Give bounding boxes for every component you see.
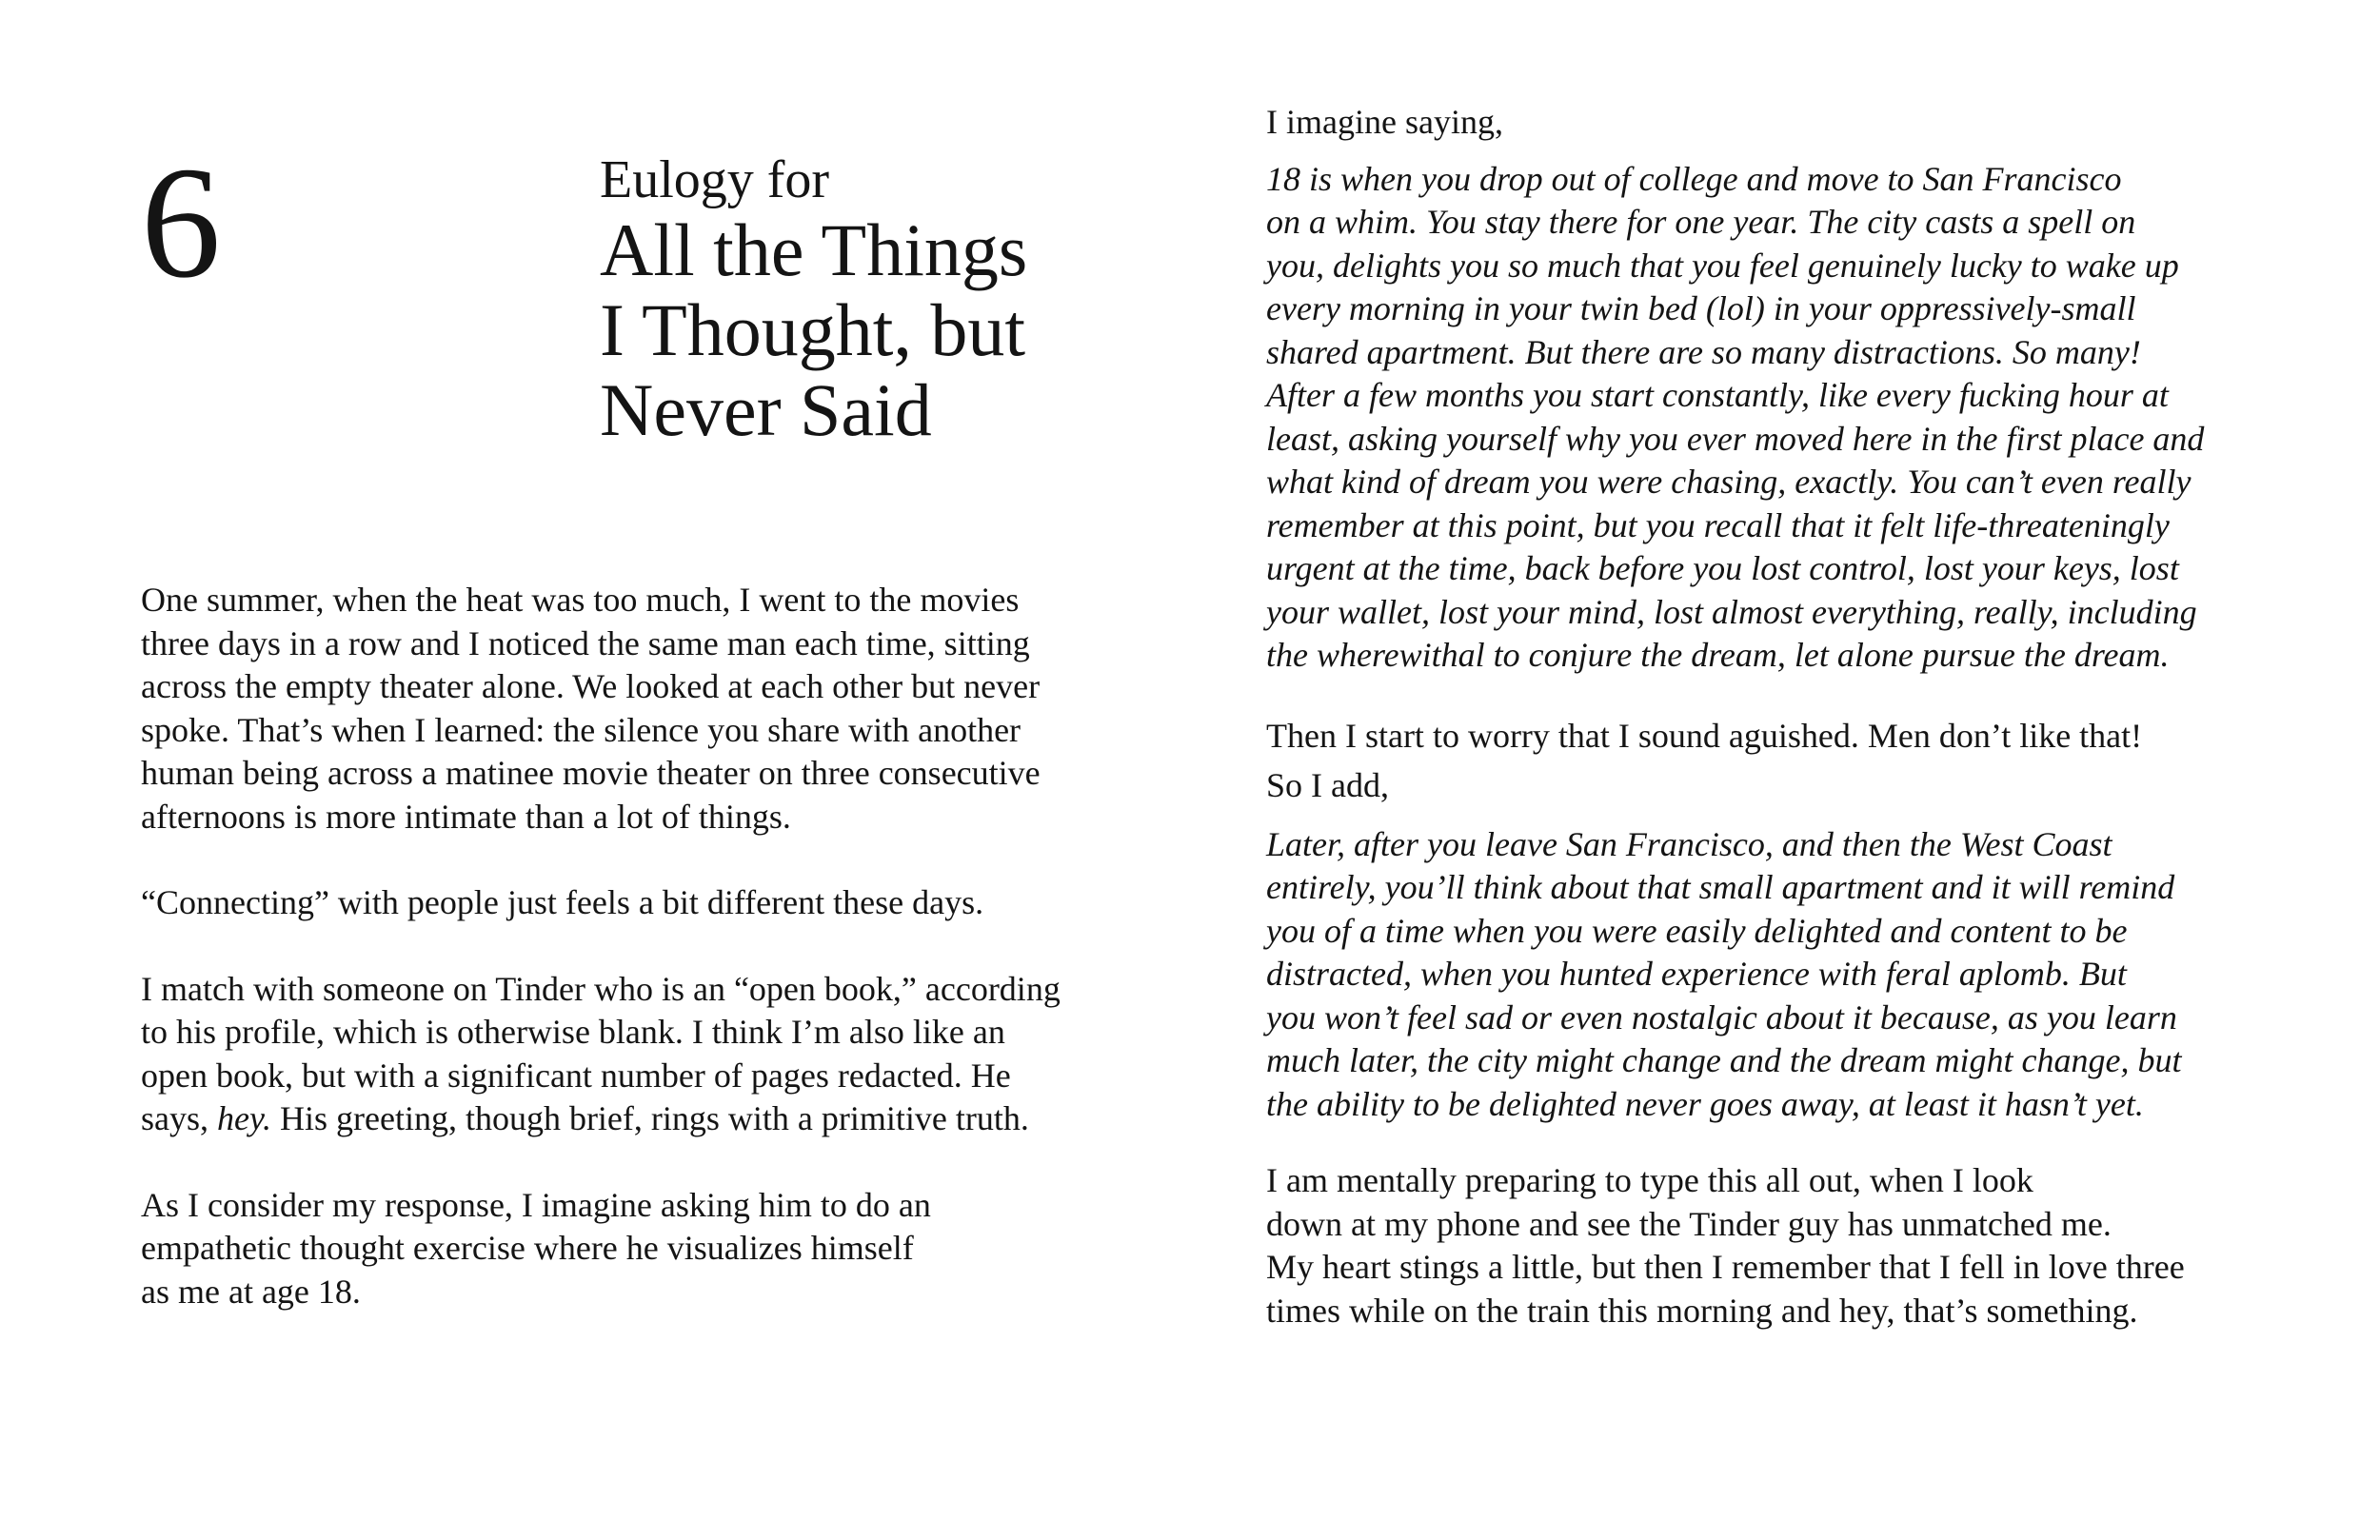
paragraph-intro (1266, 101, 2294, 145)
text-line: you of a time when you were easily delighted and content to be (1266, 911, 2128, 950)
chapter-number: 6 (141, 134, 221, 311)
chapter-title-kicker: Eulogy for (600, 150, 830, 209)
chapter-title-line: I Thought, but (600, 287, 1026, 371)
paragraph-response (141, 1184, 1198, 1314)
text-line: your wallet, lost your mind, lost almost everything, really, including (1266, 592, 2197, 631)
paragraph-worry (1266, 711, 2294, 810)
right-page-body (1266, 101, 2294, 1333)
text-line: you won’t feel sad or even nostalgic about it because, as you learn (1266, 997, 2177, 1037)
text-line: on a whim. You stay there for one year. The city casts a spell on (1266, 203, 2136, 241)
text-segment: His greeting, though brief, rings with a primitive truth. (270, 1099, 1029, 1137)
paragraph-connecting (141, 881, 1198, 925)
text-line: I match with someone on Tinder who is an “open book,” according (141, 969, 1061, 1008)
text-line: Then I start to worry that I sound aguished. Men don’t like that! (1266, 716, 2143, 755)
chapter-title-line: Never Said (600, 367, 932, 451)
text-line: “Connecting” with people just feels a bit different these days. (141, 883, 984, 921)
text-line: times while on the train this morning and hey, that’s something. (1266, 1291, 2138, 1330)
text-line: least, asking yourself why you ever moved here in the first place and (1266, 419, 2205, 458)
paragraph-ending (1266, 1159, 2294, 1333)
text-line: As I consider my response, I imagine asking him to do an (141, 1185, 931, 1224)
text-segment: says, (141, 1099, 217, 1137)
text-line: what kind of dream you were chasing, exactly. You can’t even really (1266, 463, 2192, 501)
text-line: So I add, (1266, 765, 1389, 804)
text-line: empathetic thought exercise where he visualizes himself (141, 1229, 914, 1267)
text-line: shared apartment. But there are so many distractions. So many! (1266, 332, 2141, 371)
chapter-title (600, 152, 1133, 450)
text-line: My heart stings a little, but then I remember that I fell in love three (1266, 1248, 2185, 1286)
text-line: across the empty theater alone. We looked at each other but never (141, 667, 1041, 705)
quote-later (1266, 823, 2294, 1127)
text-line: entirely, you’ll think about that small apartment and it will remind (1266, 868, 2175, 906)
quote-san-francisco (1266, 158, 2294, 678)
text-line: the ability to be delighted never goes away, at least it hasn’t yet. (1266, 1084, 2144, 1123)
text-line: I imagine saying, (1266, 103, 1503, 141)
text-line: human being across a matinee movie theater on three consecutive (141, 754, 1041, 792)
text-line: urgent at the time, back before you lost control, lost your keys, lost (1266, 549, 2179, 587)
text-line: Later, after you leave San Francisco, and then the West Coast (1266, 824, 2112, 863)
text-line: the wherewithal to conjure the dream, let alone pursue the dream. (1266, 636, 2170, 674)
text-line: you, delights you so much that you feel genuinely lucky to wake up (1266, 246, 2179, 285)
text-line: One summer, when the heat was too much, I went to the movies (141, 581, 1020, 619)
text-line (141, 1097, 1198, 1141)
text-line: I am mentally preparing to type this all out, when I look (1266, 1161, 2033, 1199)
text-line: distracted, when you hunted experience with feral aplomb. But (1266, 955, 2127, 993)
text-line: After a few months you start constantly, like every fucking hour at (1266, 376, 2169, 414)
text-line: three days in a row and I noticed the same man each time, sitting (141, 623, 1030, 662)
text-line: open book, but with a significant number of pages redacted. He (141, 1056, 1011, 1095)
text-line: much later, the city might change and the dream might change, but (1266, 1041, 2182, 1079)
text-line: spoke. That’s when I learned: the silence you share with another (141, 710, 1021, 749)
text-line: every morning in your twin bed (lol) in your oppressively-small (1266, 289, 2136, 327)
text-line: 18 is when you drop out of college and move to San Francisco (1266, 159, 2122, 198)
left-page-body (141, 579, 1198, 1313)
text-line: as me at age 18. (141, 1272, 361, 1311)
paragraph-tinder-match (141, 968, 1198, 1141)
chapter-title-line: All the Things (600, 207, 1028, 291)
text-line: to his profile, which is otherwise blank. I think I’m also like an (141, 1013, 1005, 1051)
text-line: down at my phone and see the Tinder guy has unmatched me. (1266, 1204, 2112, 1243)
text-line: afternoons is more intimate than a lot of things. (141, 797, 791, 836)
text-line: remember at this point, but you recall that it felt life-threateningly (1266, 505, 2170, 544)
paragraph-movie-theater (141, 579, 1198, 839)
italic-hey: hey. (217, 1099, 271, 1137)
